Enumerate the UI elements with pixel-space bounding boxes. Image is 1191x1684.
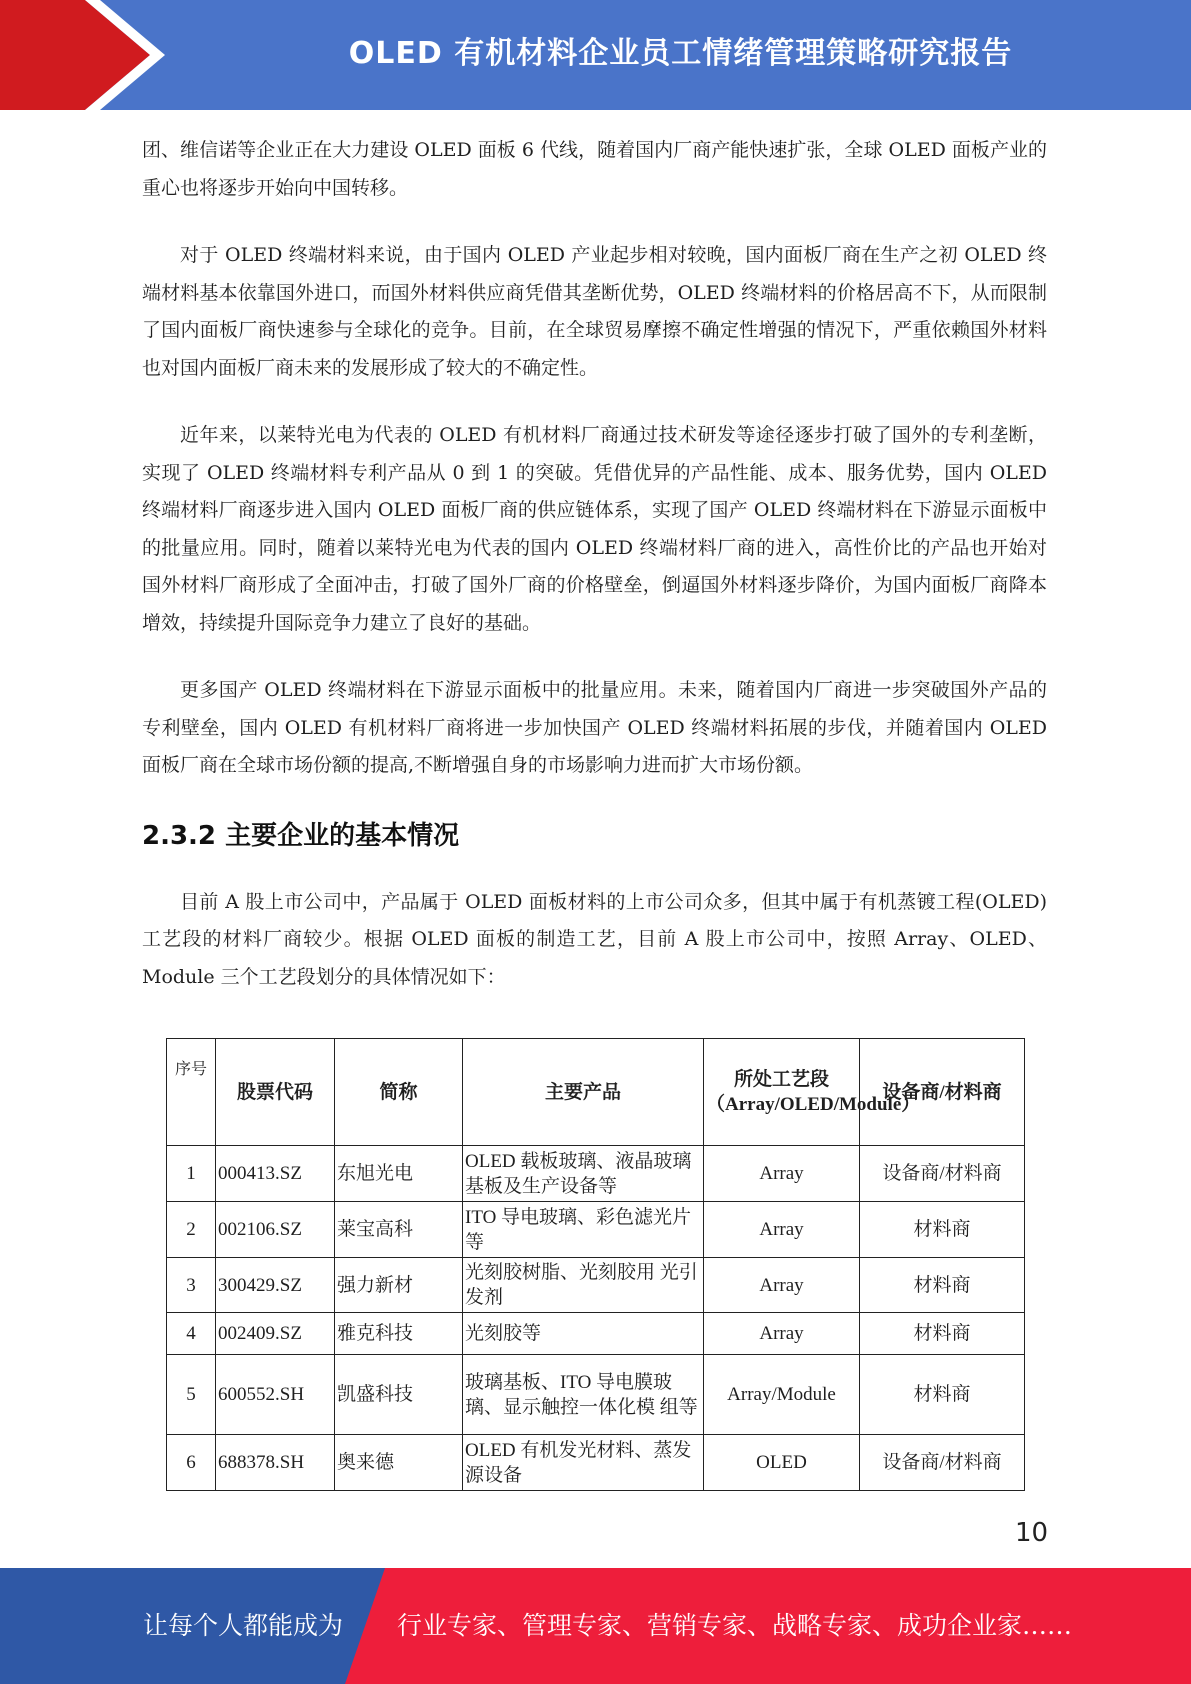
page-number: 10: [1015, 1518, 1049, 1548]
cell-code: 688378.SH: [216, 1435, 335, 1491]
header-type: 设备商/材料商: [860, 1039, 1025, 1146]
cell-seq: 1: [167, 1146, 216, 1202]
section-paragraph: 目前 A 股上市公司中，产品属于 OLED 面板材料的上市公司众多，但其中属于有机蒸镀工程(OLED)工艺段的材料厂商较少。根据 OLED 面板的制造工艺，目前 A 股上市公司中，按照 Array、OLED、Module 三个工艺段划分的具体情况如下：: [142, 890, 1047, 988]
cell-stage: Array: [704, 1258, 860, 1313]
footer-slogan-left: 让每个人都能成为: [143, 1611, 344, 1640]
cell-name: 莱宝高科: [335, 1202, 463, 1258]
cell-name: 强力新材: [335, 1258, 463, 1313]
cell-type: 材料商: [860, 1258, 1025, 1313]
table-row: [167, 1313, 1025, 1355]
cell-seq: 4: [167, 1313, 216, 1355]
cell-stage: Array: [704, 1146, 860, 1202]
cell-seq: 6: [167, 1435, 216, 1491]
cell-type: 设备商/材料商: [860, 1435, 1025, 1491]
page-header: [0, 0, 1191, 110]
cell-product: OLED 载板玻璃、液晶玻璃基板及生产设备等: [463, 1146, 704, 1202]
body-paragraph-1: 团、维信诺等企业正在大力建设 OLED 面板 6 代线，随着国内厂商产能快速扩张，全球 OLED 面板产业的重心也将逐步开始向中国转移。: [142, 139, 1047, 199]
cell-product: OLED 有机发光材料、蒸发源设备: [463, 1435, 704, 1491]
table-row: [167, 1435, 1025, 1491]
header-title: OLED 有机材料企业员工情绪管理策略研究报告: [348, 36, 1013, 71]
header-product: 主要产品: [463, 1039, 704, 1146]
companies-table: [166, 1038, 1025, 1491]
companies-table-container: [166, 1038, 1024, 1486]
cell-name: 凯盛科技: [335, 1355, 463, 1435]
table-row: [167, 1258, 1025, 1313]
cell-code: 600552.SH: [216, 1355, 335, 1435]
cell-name: 雅克科技: [335, 1313, 463, 1355]
cell-code: 000413.SZ: [216, 1146, 335, 1202]
header-code: 股票代码: [216, 1039, 335, 1146]
table-row: [167, 1202, 1025, 1258]
cell-type: 材料商: [860, 1355, 1025, 1435]
cell-product: ITO 导电玻璃、彩色滤光片等: [463, 1202, 704, 1258]
cell-stage: Array: [704, 1313, 860, 1355]
cell-code: 300429.SZ: [216, 1258, 335, 1313]
cell-seq: 3: [167, 1258, 216, 1313]
body-paragraph-3: 近年来，以莱特光电为代表的 OLED 有机材料厂商通过技术研发等途径逐步打破了国外的专利垄断，实现了 OLED 终端材料专利产品从 0 到 1 的突破。凭借优异的产品性能、成本、服务优势，国内 OLED 终端材料厂商逐步进入国内 OLED 面板厂商的供应链体系，实现了国产 OLED 终端材料在下游显示面板中的批量应用。同时，随着以莱特光电为代表的国内 OLED 终端材料厂商的进入，高性价比的产品也开始对国外材料厂商形成了全面冲击，打破了国外厂商的价格壁垒，倒逼国外材料逐步降价，为国内面板厂商降本增效，持续提升国际竞争力建立了良好的基础。: [142, 424, 1047, 634]
cell-seq: 2: [167, 1202, 216, 1258]
table-row: [167, 1146, 1025, 1202]
header-name: 简称: [335, 1039, 463, 1146]
table-row: [167, 1355, 1025, 1435]
cell-seq: 5: [167, 1355, 216, 1435]
cell-product: 玻璃基板、ITO 导电膜玻璃、显示触控一体化模 组等: [463, 1355, 704, 1435]
cell-stage: Array/Module: [704, 1355, 860, 1435]
cell-product: 光刻胶树脂、光刻胶用 光引发剂: [463, 1258, 704, 1313]
header-stage: 所处工艺段（Array/OLED/Module）: [704, 1039, 860, 1146]
cell-name: 东旭光电: [335, 1146, 463, 1202]
cell-code: 002409.SZ: [216, 1313, 335, 1355]
document-body: [142, 132, 1047, 1026]
body-paragraph-4: 更多国产 OLED 终端材料在下游显示面板中的批量应用。未来，随着国内厂商进一步突破国外产品的专利壁垒，国内 OLED 有机材料厂商将进一步加快国产 OLED 终端材料拓展的步伐，并随着国内 OLED 面板厂商在全球市场份额的提高,不断增强自身的市场影响力进而扩大市场份额。: [142, 679, 1047, 776]
section-heading: 2.3.2 主要企业的基本情况: [142, 820, 460, 851]
table-header-row: [167, 1039, 1025, 1146]
header-seq: 序号: [167, 1039, 216, 1146]
cell-name: 奥来德: [335, 1435, 463, 1491]
cell-stage: OLED: [704, 1435, 860, 1491]
cell-code: 002106.SZ: [216, 1202, 335, 1258]
cell-type: 材料商: [860, 1202, 1025, 1258]
footer-slogan-right: 行业专家、管理专家、营销专家、战略专家、成功企业家……: [397, 1611, 1073, 1640]
cell-type: 材料商: [860, 1313, 1025, 1355]
cell-type: 设备商/材料商: [860, 1146, 1025, 1202]
cell-product: 光刻胶等: [463, 1313, 704, 1355]
cell-stage: Array: [704, 1202, 860, 1258]
body-paragraph-2: 对于 OLED 终端材料来说，由于国内 OLED 产业起步相对较晚，国内面板厂商在生产之初 OLED 终端材料基本依靠国外进口，而国外材料供应商凭借其垄断优势，OLED 终端材料的价格居高不下，从而限制了国内面板厂商快速参与全球化的竞争。目前，在全球贸易摩擦不确定性增强的情况下，严重依赖国外材料也对国内面板厂商未来的发展形成了较大的不确定性。: [142, 244, 1047, 379]
page-footer: [0, 1568, 1191, 1684]
